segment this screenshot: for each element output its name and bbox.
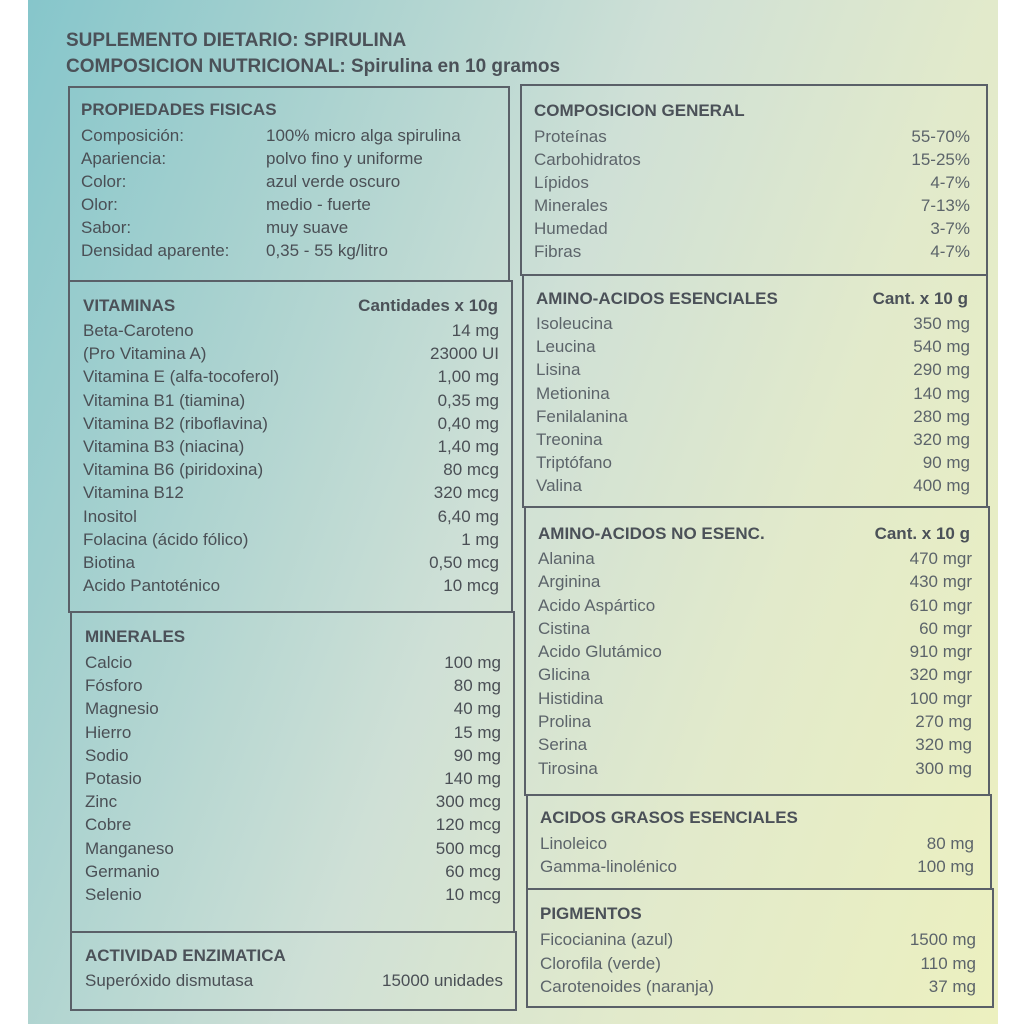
row-label: Minerales [534, 196, 608, 215]
row-label: Vitamina B12 [83, 483, 184, 503]
row-label: Densidad aparente: [81, 241, 230, 260]
table-row [83, 342, 499, 365]
row-label: Calcio [85, 653, 133, 672]
row-value: 0,40 mg [437, 413, 499, 433]
row-value: 910 mgr [909, 642, 972, 662]
table-row [83, 528, 499, 551]
row-value: 100% micro alga spirulina [266, 126, 461, 145]
table-row [538, 733, 972, 756]
table-row [85, 767, 501, 790]
row-label: Acido Pantoténico [83, 576, 221, 596]
row-value: 400 mg [913, 476, 970, 496]
table-row [538, 710, 972, 733]
section-title: ACTIVIDAD ENZIMATICA [85, 946, 286, 965]
table-row [81, 216, 501, 239]
row-value: 80 mcg [443, 460, 499, 480]
row-label: Beta-Caroteno [83, 321, 194, 340]
row-label: Vitamina B2 (riboflavina) [83, 413, 268, 433]
row-label: Humedad [534, 219, 608, 238]
row-label: Triptófano [536, 453, 612, 473]
box-actividad-enzimatica [70, 931, 517, 1011]
row-value: 3-7% [930, 219, 970, 238]
row-label: Potasio [85, 768, 142, 788]
rows-minerales [85, 651, 501, 906]
row-value: 90 mg [453, 745, 501, 765]
table-row [540, 975, 976, 999]
row-label: Arginina [538, 572, 601, 592]
row-value: 40 mg [453, 699, 501, 719]
table-row [534, 125, 970, 148]
table-row [85, 790, 501, 813]
row-label: Selenio [85, 884, 142, 904]
box-composicion-general [520, 84, 988, 276]
table-row [83, 551, 499, 574]
table-row [536, 451, 970, 474]
table-row [540, 855, 974, 878]
row-value: 470 mgr [909, 549, 972, 568]
table-row [536, 428, 970, 451]
table-row [540, 928, 976, 952]
box-minerales [70, 611, 515, 933]
table-row [536, 358, 970, 381]
row-label: Germanio [85, 861, 160, 881]
row-label: Magnesio [85, 699, 159, 719]
row-label: Olor: [81, 195, 118, 214]
table-row [534, 217, 970, 240]
row-value: 140 mg [913, 383, 970, 403]
table-row [85, 674, 501, 697]
table-row [81, 193, 501, 216]
table-row [536, 474, 970, 497]
rows-grasos [540, 832, 974, 878]
section-title: AMINO-ACIDOS NO ESENC. [538, 524, 765, 543]
row-value: 110 mg [920, 953, 976, 973]
row-label: Zinc [85, 792, 118, 812]
row-value: 10 mcg [445, 884, 501, 904]
row-label: Gamma-linolénico [540, 857, 677, 876]
table-row [83, 505, 499, 528]
row-value: 60 mgr [919, 618, 972, 638]
row-label: Serina [538, 735, 588, 755]
row-value: 320 mg [915, 735, 972, 755]
row-value: 100 mg [917, 857, 974, 876]
row-label: Metionina [536, 383, 610, 403]
row-label: Leucina [536, 337, 596, 357]
row-label: Alanina [538, 549, 595, 568]
table-row [538, 687, 972, 710]
box-vitaminas [68, 280, 513, 613]
row-value: 7-13% [920, 196, 970, 215]
row-label: Manganeso [85, 838, 174, 858]
row-label: Ficocianina (azul) [540, 930, 674, 949]
row-value: 6,40 mg [437, 506, 499, 526]
row-label: (Pro Vitamina A) [83, 344, 207, 364]
table-row [81, 239, 501, 262]
table-row [536, 405, 970, 428]
table-row [538, 757, 972, 780]
row-value: 350 mg [913, 314, 970, 333]
row-value: 120 mcg [435, 815, 501, 835]
row-value: 100 mg [444, 653, 501, 672]
table-row [81, 124, 501, 147]
row-label: Apariencia: [81, 149, 167, 168]
page-title: SUPLEMENTO DIETARIO: SPIRULINA [66, 30, 407, 51]
row-label: Composición: [81, 126, 184, 145]
row-value: 90 mg [922, 453, 970, 473]
row-label: Fósforo [85, 676, 143, 696]
section-title: PROPIEDADES FISICAS [81, 100, 277, 119]
row-value: 1,00 mg [437, 367, 499, 387]
table-row [538, 594, 972, 617]
row-label: Glicina [538, 665, 590, 685]
table-row [85, 813, 501, 836]
row-label: Histidina [538, 688, 604, 708]
section-title: COMPOSICION GENERAL [534, 101, 745, 120]
row-label: Fibras [534, 242, 582, 261]
row-value: 0,35 mg [437, 390, 499, 410]
row-label: Inositol [83, 506, 137, 526]
table-row [81, 147, 501, 170]
row-label: Carbohidratos [534, 150, 641, 169]
rows-composicion [534, 125, 970, 263]
table-row [538, 640, 972, 663]
section-title: AMINO-ACIDOS ESENCIALES [536, 289, 778, 308]
row-label: Vitamina B1 (tiamina) [83, 390, 246, 410]
row-label: Valina [536, 476, 582, 496]
row-label: Vitamina E (alfa-tocoferol) [83, 367, 280, 387]
row-value: 80 mg [453, 676, 501, 696]
table-row [534, 171, 970, 194]
table-row [534, 194, 970, 217]
table-row [534, 240, 970, 263]
rows-esenciales [536, 312, 970, 498]
row-value: medio - fuerte [266, 195, 371, 214]
row-value: 37 mg [928, 977, 976, 996]
page-header [66, 28, 560, 80]
row-value: 14 mg [451, 321, 499, 340]
row-value: 1,40 mg [437, 436, 499, 456]
page-subtitle: COMPOSICION NUTRICIONAL: Spirulina en 10 gramos [66, 56, 561, 77]
row-value: azul verde oscuro [266, 172, 401, 191]
table-row [538, 663, 972, 686]
row-value: 100 mgr [909, 688, 972, 708]
row-label: Vitamina B3 (niacina) [83, 436, 245, 456]
table-row [81, 170, 501, 193]
table-row [83, 412, 499, 435]
table-row [538, 547, 972, 570]
box-propiedades-fisicas [68, 86, 510, 282]
row-label: Prolina [538, 712, 591, 732]
table-row [536, 335, 970, 358]
table-row [85, 721, 501, 744]
row-label: Superóxido dismutasa [85, 971, 254, 990]
table-row [85, 883, 501, 906]
row-value: 55-70% [911, 127, 970, 146]
table-row [85, 744, 501, 767]
table-row [85, 837, 501, 860]
section-title: ACIDOS GRASOS ESENCIALES [540, 808, 798, 827]
row-value: polvo fino y uniforme [266, 149, 423, 168]
column-header: Cant. x 10 g [874, 524, 970, 543]
table-row [534, 148, 970, 171]
table-row [83, 389, 499, 412]
row-value: 320 mgr [909, 665, 972, 685]
row-label: Carotenoides (naranja) [540, 977, 714, 996]
box-amino-acidos-no-esenciales [524, 506, 990, 796]
table-row [538, 617, 972, 640]
row-label: Sodio [85, 745, 129, 765]
row-value: 23000 UI [430, 344, 499, 364]
row-label: Cistina [538, 618, 590, 638]
table-row [540, 952, 976, 976]
table-row [85, 860, 501, 883]
row-label: Treonina [536, 429, 603, 449]
row-value: 300 mcg [435, 792, 501, 812]
table-row [85, 969, 503, 992]
row-label: Tirosina [538, 758, 598, 778]
row-value: 270 mg [915, 712, 972, 732]
row-value: 300 mg [915, 758, 972, 778]
table-row [85, 651, 501, 674]
row-label: Cobre [85, 815, 132, 835]
table-row [540, 832, 974, 855]
table-row [83, 481, 499, 504]
row-label: Color: [81, 172, 127, 191]
row-value: 4-7% [930, 173, 970, 192]
section-title: MINERALES [85, 627, 186, 646]
rows-enzimatica [85, 969, 503, 992]
rows-no-esenciales [538, 547, 972, 780]
table-row [83, 319, 499, 342]
column-header: Cant. x 10 g [872, 289, 968, 308]
box-acidos-grasos [526, 794, 992, 890]
row-value: 15 mg [453, 722, 501, 742]
row-label: Sabor: [81, 218, 132, 237]
row-label: Vitamina B6 (piridoxina) [83, 460, 264, 480]
row-value: 610 mgr [909, 595, 972, 615]
row-value: 80 mg [926, 834, 974, 853]
row-label: Linoleico [540, 834, 608, 853]
row-value: muy suave [266, 218, 349, 237]
table-row [85, 697, 501, 720]
row-label: Isoleucina [536, 314, 613, 333]
section-title: PIGMENTOS [540, 904, 642, 923]
table-row [83, 574, 499, 597]
row-label: Lípidos [534, 173, 589, 192]
rows-pigmentos [540, 928, 976, 999]
box-amino-acidos-esenciales [522, 274, 988, 508]
row-label: Fenilalanina [536, 406, 628, 426]
row-value: 4-7% [930, 242, 970, 261]
row-label: Lisina [536, 360, 581, 380]
table-row [83, 365, 499, 388]
row-label: Proteínas [534, 127, 607, 146]
row-value: 15-25% [911, 150, 970, 169]
row-value: 10 mcg [443, 576, 499, 596]
table-row [536, 312, 970, 335]
row-value: 0,35 - 55 kg/litro [266, 241, 388, 260]
row-value: 290 mg [913, 360, 970, 380]
row-value: 320 mg [913, 429, 970, 449]
row-value: 280 mg [913, 406, 970, 426]
rows-vitaminas [83, 319, 499, 597]
row-label: Hierro [85, 722, 132, 742]
table-row [538, 570, 972, 593]
row-label: Clorofila (verde) [540, 953, 661, 973]
row-value: 15000 unidades [381, 971, 503, 990]
column-header: Cantidades x 10g [358, 296, 498, 315]
row-value: 140 mg [444, 768, 501, 788]
table-row [536, 382, 970, 405]
table-row [83, 458, 499, 481]
row-value: 500 mcg [435, 838, 501, 858]
row-label: Acido Glutámico [538, 642, 662, 662]
row-value: 320 mcg [433, 483, 499, 503]
row-value: 60 mcg [445, 861, 501, 881]
row-value: 540 mg [913, 337, 970, 357]
table-row [83, 435, 499, 458]
row-value: 0,50 mcg [429, 552, 499, 572]
row-label: Folacina (ácido fólico) [83, 529, 249, 549]
row-value: 1 mg [461, 529, 499, 549]
box-pigmentos [526, 888, 994, 1008]
section-title: VITAMINAS [83, 296, 176, 315]
row-value: 430 mgr [909, 572, 972, 592]
row-value: 1500 mg [909, 930, 976, 949]
row-label: Biotina [83, 552, 135, 572]
row-label: Acido Aspártico [538, 595, 656, 615]
rows-propiedades [81, 124, 501, 262]
